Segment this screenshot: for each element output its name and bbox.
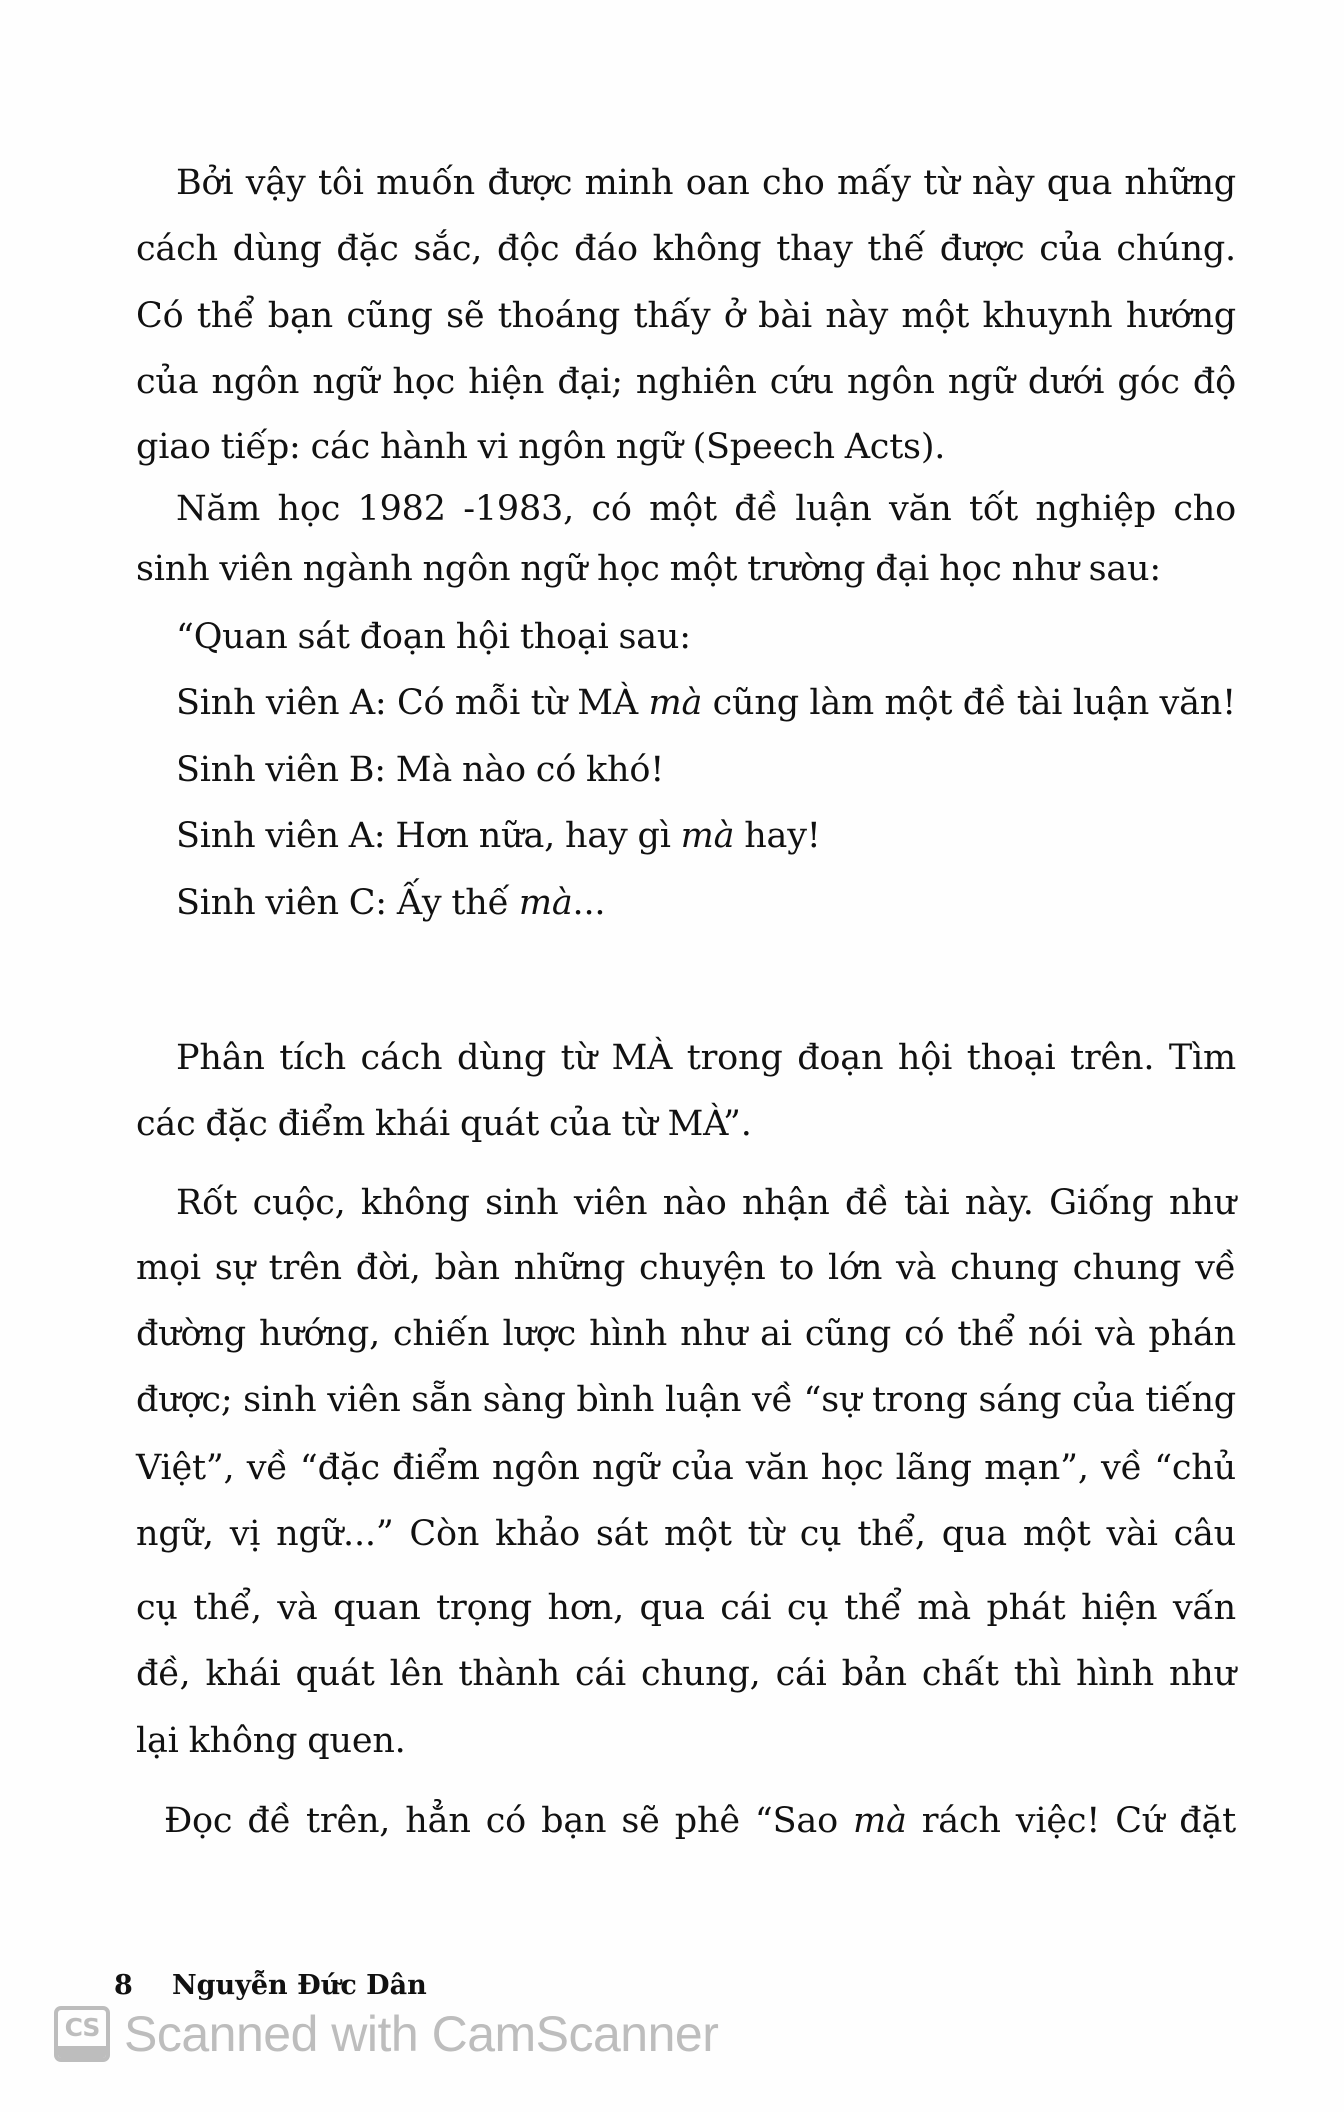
text-segment: Việt”, về “đặc điểm ngôn ngữ của văn học lãng mạn”, về “chủ (136, 1448, 1236, 1488)
text-segment: Sinh viên B: Mà nào có khó! (176, 750, 665, 790)
paragraph-1-line-3 (136, 283, 1236, 349)
italic-ma: mà (680, 816, 735, 856)
paragraph-2-line-2 (136, 536, 1236, 602)
paragraph-1-line-2 (136, 216, 1236, 282)
text-segment: sinh viên ngành ngôn ngữ học một trường đại học như sau: (136, 549, 1161, 589)
paragraph-1-line-5 (136, 414, 1236, 480)
text-segment: cũng làm một đề tài luận văn! (702, 683, 1236, 723)
text-segment: của ngôn ngữ học hiện đại; nghiên cứu ngôn ngữ dưới góc độ (136, 362, 1236, 402)
text-segment: hay! (734, 816, 821, 856)
dialogue-student-b (176, 737, 1236, 803)
paragraph-5-line-1 (164, 1788, 1236, 1854)
paragraph-4-line-3 (136, 1301, 1236, 1367)
text-segment: ... (572, 883, 606, 923)
camscanner-watermark (54, 2003, 718, 2065)
italic-ma: mà (518, 883, 573, 923)
italic-ma: mà (648, 683, 703, 723)
text-segment: mọi sự trên đời, bàn những chuyện to lớn và chung chung về (136, 1248, 1236, 1288)
paragraph-4-line-5 (136, 1435, 1236, 1501)
page-number: 8 (114, 1970, 133, 2001)
text-segment: các đặc điểm khái quát của từ MÀ”. (136, 1104, 752, 1144)
text-segment: cụ thể, và quan trọng hơn, qua cái cụ thể mà phát hiện vấn (136, 1588, 1236, 1628)
task-line-1 (176, 1025, 1236, 1091)
text-segment: được; sinh viên sẵn sàng bình luận về “sự trong sáng của tiếng (136, 1380, 1236, 1420)
logo-text: CS (64, 2013, 100, 2042)
text-segment: đường hướng, chiến lược hình như ai cũng có thể nói và phán (136, 1314, 1236, 1354)
text-segment: Sinh viên A: Hơn nữa, hay gì (176, 816, 681, 856)
text-segment: Năm học 1982 -1983, có một đề luận văn tốt nghiệp cho (176, 489, 1236, 529)
task-line-2 (136, 1091, 1236, 1157)
text-segment: cách dùng đặc sắc, độc đáo không thay thế được của chúng. (136, 229, 1236, 269)
camscanner-logo-icon (54, 2006, 110, 2062)
quote-intro (176, 604, 1236, 670)
text-segment: đề, khái quát lên thành cái chung, cái bản chất thì hình như (136, 1654, 1236, 1694)
watermark-text: Scanned with CamScanner (124, 2006, 719, 2062)
paragraph-4-line-9 (136, 1708, 1236, 1774)
paragraph-4-line-1 (176, 1170, 1236, 1236)
text-segment: lại không quen. (136, 1721, 406, 1761)
text-segment: Có thể bạn cũng sẽ thoáng thấy ở bài này một khuynh hướng (136, 296, 1236, 336)
paragraph-4-line-7 (136, 1575, 1236, 1641)
paragraph-4-line-8 (136, 1641, 1236, 1707)
text-segment: ngữ, vị ngữ...” Còn khảo sát một từ cụ thể, qua một vài câu (136, 1514, 1236, 1554)
dialogue-student-a-1 (176, 670, 1236, 736)
paragraph-2-line-1 (176, 476, 1236, 542)
text-segment: giao tiếp: các hành vi ngôn ngữ (Speech Acts). (136, 427, 946, 467)
italic-ma: mà (853, 1801, 907, 1841)
text-segment: Phân tích cách dùng từ MÀ trong đoạn hội thoại trên. Tìm (176, 1038, 1236, 1078)
text-segment: Sinh viên C: Ấy thế (176, 883, 519, 923)
text-segment: Sinh viên A: Có mỗi từ MÀ (176, 683, 649, 723)
paragraph-4-line-6 (136, 1501, 1236, 1567)
page-footer (114, 1966, 427, 2006)
dialogue-student-a-2 (176, 803, 1236, 869)
text-segment: “Quan sát đoạn hội thoại sau: (176, 617, 691, 657)
logo-band (58, 2046, 106, 2058)
paragraph-4-line-4 (136, 1367, 1236, 1433)
paragraph-1-line-1 (176, 150, 1236, 216)
text-segment: Rốt cuộc, không sinh viên nào nhận đề tài này. Giống như (176, 1183, 1236, 1223)
paragraph-1-line-4 (136, 349, 1236, 415)
author-name: Nguyễn Đức Dân (172, 1970, 427, 2001)
text-segment: rách việc! Cứ đặt (906, 1801, 1236, 1841)
text-segment: Đọc đề trên, hẳn có bạn sẽ phê “Sao (164, 1801, 854, 1841)
paragraph-4-line-2 (136, 1235, 1236, 1301)
dialogue-student-c (176, 870, 1236, 936)
text-segment: Bởi vậy tôi muốn được minh oan cho mấy từ này qua những (176, 163, 1236, 203)
